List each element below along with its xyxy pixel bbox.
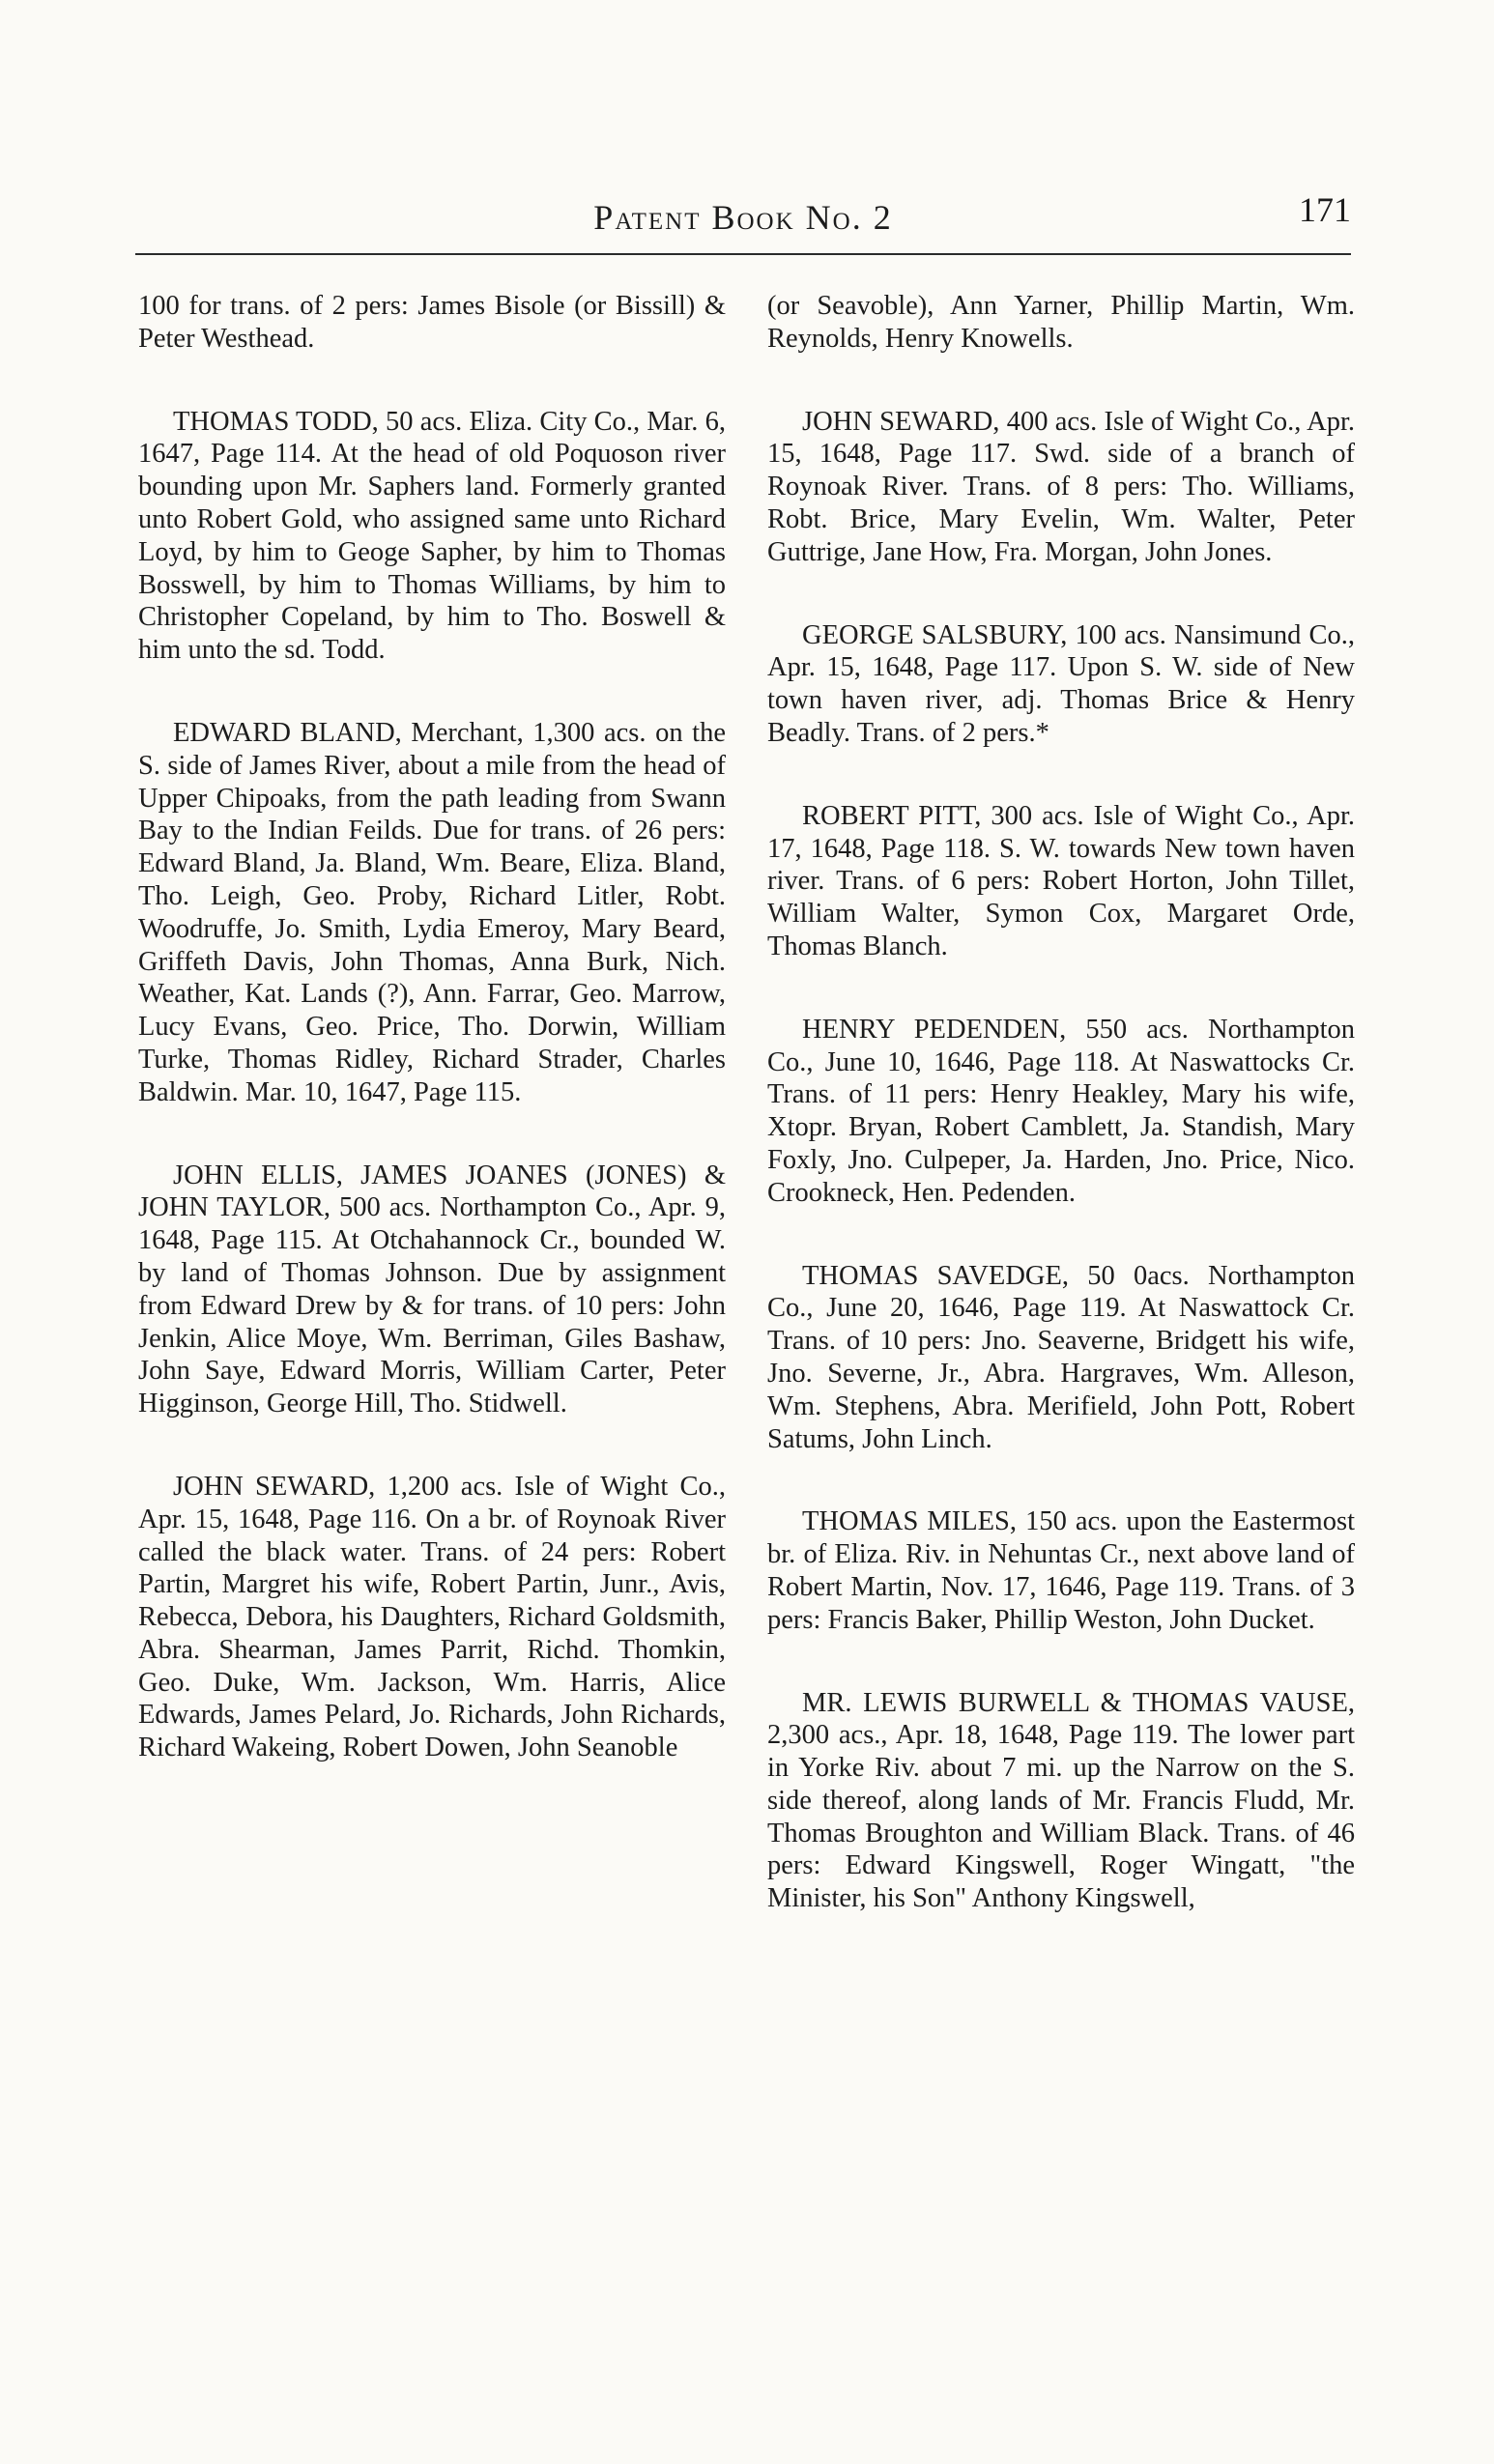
entry-edward-bland: EDWARD BLAND, Merchant, 1,300 acs. on the S. side of James River, about a mile from the head of Upper Chipoaks, from the path leading from Swann Bay to the Indian Feilds. Due for trans. of 26 pers: Edward Bland, Ja. Bland, Wm. Beare, Eliza. Bland, Tho. Leigh, Geo. Proby, Richard Litler, Robt. Woodruffe, Jo. Smith, Lydia Emeroy, Mary Beard, Griffeth Davis, John Thomas, Anna Burk, Nich. Weather, Kat. Lands (?), Ann. Farrar, Geo. Marrow, Lucy Evans, Geo. Price, Tho. Dorwin, William Turke, Thomas Ridley, Richard Strader, Charles Baldwin. Mar. 10, 1647, Page 115. xyxy=(138,717,726,1107)
entry-george-salsbury: GEORGE SALSBURY, 100 acs. Nansimund Co., Apr. 15, 1648, Page 117. Upon S. W. side of New town haven river, adj. Thomas Brice & Henry Beadly. Trans. of 2 pers.* xyxy=(767,619,1355,748)
entry-continuation: 100 for trans. of 2 pers: James Bisole (or Bissill) & Peter Westhead. xyxy=(138,291,726,354)
entry-john-ellis: JOHN ELLIS, JAMES JOANES (JONES) & JOHN TAYLOR, 500 acs. Northampton Co., Apr. 9, 1648, Page 115. At Otchahannock Cr., bounded W. by land of Thomas Johnson. Due by assignment from Edward Drew by & for trans. of 10 pers: John Jenkin, Alice Moye, Wm. Berriman, Giles Bashaw, John Saye, Edward Morris, William Carter, Peter Higginson, George Hill, Tho. Stidwell. xyxy=(138,1160,726,1419)
entry-john-seward-1200: JOHN SEWARD, 1,200 acs. Isle of Wight Co., Apr. 15, 1648, Page 116. On a br. of Roynoak River called the black water. Trans. of 24 pers: Robert Partin, Margret his wife, Robert Partin, Junr., Avis, Rebecca, Debora, his Daughters, Richard Goldsmith, Abra. Shearman, James Parrit, Richd. Thomkin, Geo. Duke, Wm. Jackson, Wm. Harris, Alice Edwards, James Pelard, Jo. Richards, John Richards, Richard Wakeing, Robert Dowen, John Seanoble xyxy=(138,1471,726,1763)
entry-john-seward-400: JOHN SEWARD, 400 acs. Isle of Wight Co., Apr. 15, 1648, Page 117. Swd. side of a branch of Roynoak River. Trans. of 8 pers: Tho. Williams, Robt. Brice, Mary Evelin, Wm. Walter, Peter Guttrige, Jane How, Fra. Morgan, John Jones. xyxy=(767,406,1355,567)
entry-thomas-todd: THOMAS TODD, 50 acs. Eliza. City Co., Mar. 6, 1647, Page 114. At the head of old Poquoson river bounding upon Mr. Saphers land. Formerly granted unto Robert Gold, who assigned same unto Richard Loyd, by him to Geoge Sapher, by him to Thomas Bosswell, by him to Thomas Williams, by him to Christopher Copeland, by him to Tho. Boswell & him unto the sd. Todd. xyxy=(138,406,726,666)
entry-continuation: (or Seavoble), Ann Yarner, Phillip Martin, Wm. Reynolds, Henry Knowells. xyxy=(767,291,1355,354)
entry-henry-pedenden: HENRY PEDENDEN, 550 acs. Northampton Co., June 10, 1646, Page 118. At Naswattocks Cr. Trans. of 11 pers: Henry Heakley, Mary his wife, Xtopr. Bryan, Robert Camblett, Ja. Standish, Mary Foxly, Jno. Culpeper, Ja. Harden, Jno. Price, Nico. Crookneck, Hen. Pedenden. xyxy=(767,1014,1355,1208)
left-column xyxy=(138,290,726,1815)
entry-thomas-savedge: THOMAS SAVEDGE, 50 0acs. Northampton Co., June 20, 1646, Page 119. At Naswattock Cr. Trans. of 10 pers: Jno. Seaverne, Bridgett his wife, Jno. Severne, Jr., Abra. Hargraves, Wm. Alleson, Wm. Stephens, Abra. Merifield, John Pott, Robert Satums, John Linch. xyxy=(767,1260,1355,1454)
entry-burwell-vause: MR. LEWIS BURWELL & THOMAS VAUSE, 2,300 acs., Apr. 18, 1648, Page 119. The lower part in Yorke Riv. about 7 mi. up the Narrow on the S. side thereof, along lands of Mr. Francis Fludd, Mr. Thomas Broughton and William Black. Trans. of 46 pers: Edward Kingswell, Roger Wingatt, "the Minister, his Son" Anthony Kingswell, xyxy=(767,1687,1355,1914)
entry-robert-pitt: ROBERT PITT, 300 acs. Isle of Wight Co., Apr. 17, 1648, Page 118. S. W. towards New town haven river. Trans. of 6 pers: Robert Horton, John Tillet, William Walter, Symon Cox, Margaret Orde, Thomas Blanch. xyxy=(767,800,1355,961)
page-header xyxy=(135,189,1351,247)
entry-thomas-miles: THOMAS MILES, 150 acs. upon the Eastermost br. of Eliza. Riv. in Nehuntas Cr., next above land of Robert Martin, Nov. 17, 1646, Page 119. Trans. of 3 pers: Francis Baker, Phillip Weston, John Ducket. xyxy=(767,1506,1355,1635)
right-column xyxy=(767,290,1355,1965)
running-title: Patent Book No. 2 xyxy=(593,198,893,237)
header-rule xyxy=(135,253,1351,255)
page-number: 171 xyxy=(1299,190,1351,229)
